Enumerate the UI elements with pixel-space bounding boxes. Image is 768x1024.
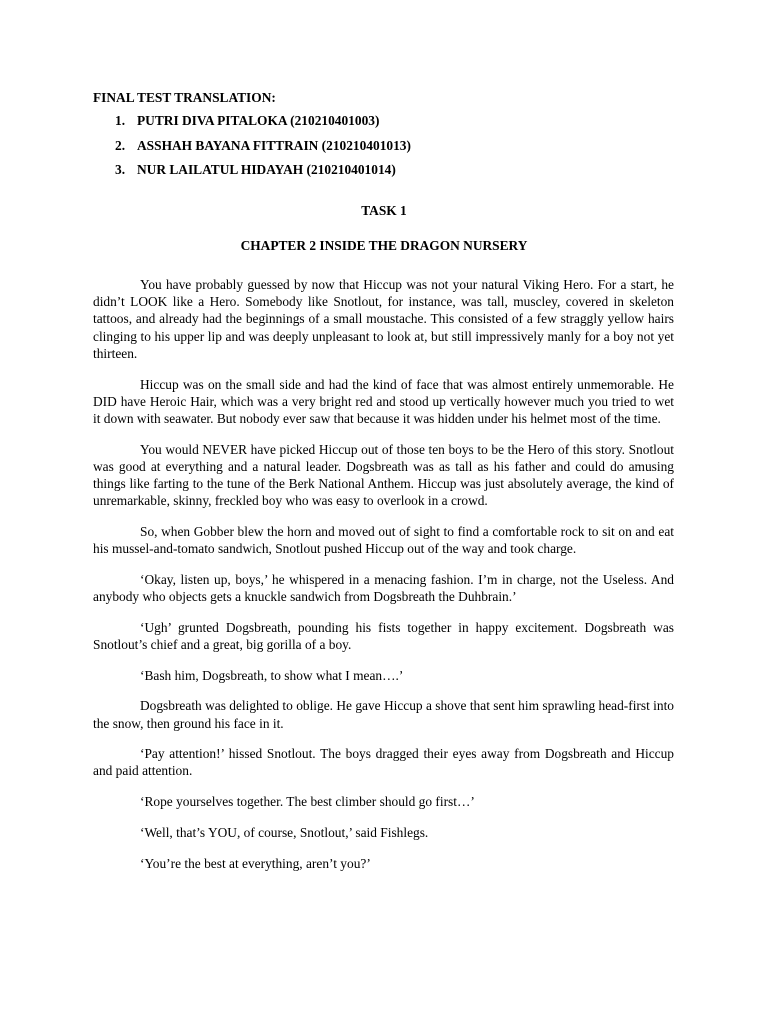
document-heading: FINAL TEST TRANSLATION: (93, 90, 276, 105)
chapter-title: CHAPTER 2 INSIDE THE DRAGON NURSERY (240, 238, 528, 253)
task-title: TASK 1 (361, 203, 407, 218)
paragraph: ‘Pay attention!’ hissed Snotlout. The boys dragged their eyes away from Dogsbreath and Hiccup and paid attention. (93, 746, 674, 779)
paragraph: Dogsbreath was delighted to oblige. He gave Hiccup a shove that sent him sprawling head-first into the snow, then ground his face in it. (93, 698, 675, 731)
paragraph: ‘Well, that’s YOU, of course, Snotlout,’ said Fishlegs. (140, 824, 429, 840)
paragraph: ‘Rope yourselves together. The best climber should go first…’ (140, 794, 475, 810)
author-number: 3. (115, 162, 126, 177)
author-name: ASSHAH BAYANA FITTRAIN (210210401013) (137, 137, 411, 153)
paragraph: You have probably guessed by now that Hiccup was not your natural Viking Hero. For a start, he didn’t LOOK like a Hero. Somebody like Snotlout, for instance, was tall, muscley, covered in skeleton tattoos, and already had the beginnings of a small moustache. This consisted of a few straggly yellow hairs clinging to his upper lip and was deeply unpleasant to look at, but still impressively manly for a boy not yet thirteen. (93, 277, 674, 361)
body-text (93, 276, 674, 885)
paragraph: ‘Bash him, Dogsbreath, to show what I mean….’ (140, 667, 404, 683)
paragraph: ‘Okay, listen up, boys,’ he whispered in a menacing fashion. I’m in charge, not the Useless. And anybody who objects gets a knuckle sandwich from Dogsbreath the Duhbrain.’ (93, 571, 674, 605)
paragraph: So, when Gobber blew the horn and moved out of sight to find a comfortable rock to sit on and eat his mussel-and-tomato sandwich, Snotlout pushed Hiccup out of the way and took charge. (93, 523, 674, 557)
paragraph: You would NEVER have picked Hiccup out of those ten boys to be the Hero of this story. Snotlout was good at everything and a natural leader. Dogsbreath was as tall as his father and could do amusing things like farting to the tune of the Berk National Anthem. Hiccup was just absolutely average, the kind of unremarkable, skinny, freckled boy who was easy to overlook in a crowd. (93, 441, 674, 509)
author-item (93, 137, 411, 162)
paragraph: Hiccup was on the small side and had the kind of face that was almost entirely unmemorable. He DID have Heroic Hair, which was a very bright red and stood up vertically however much you tried to wet it down with seawater. But nobody ever saw that because it was hidden under his helmet most of the time. (93, 376, 674, 426)
author-item (93, 112, 411, 137)
author-item (93, 161, 411, 186)
paragraph: ‘Ugh’ grunted Dogsbreath, pounding his fists together in happy excitement. Dogsbreath was Snotlout’s chief and a great, big gorilla of a boy. (93, 619, 674, 652)
author-list (93, 112, 411, 186)
paragraph: ‘You’re the best at everything, aren’t you?’ (140, 855, 371, 871)
author-number: 1. (115, 113, 126, 128)
author-name: NUR LAILATUL HIDAYAH (210210401014) (137, 162, 396, 177)
author-number: 2. (115, 137, 126, 153)
author-name: PUTRI DIVA PITALOKA (210210401003) (137, 113, 380, 128)
